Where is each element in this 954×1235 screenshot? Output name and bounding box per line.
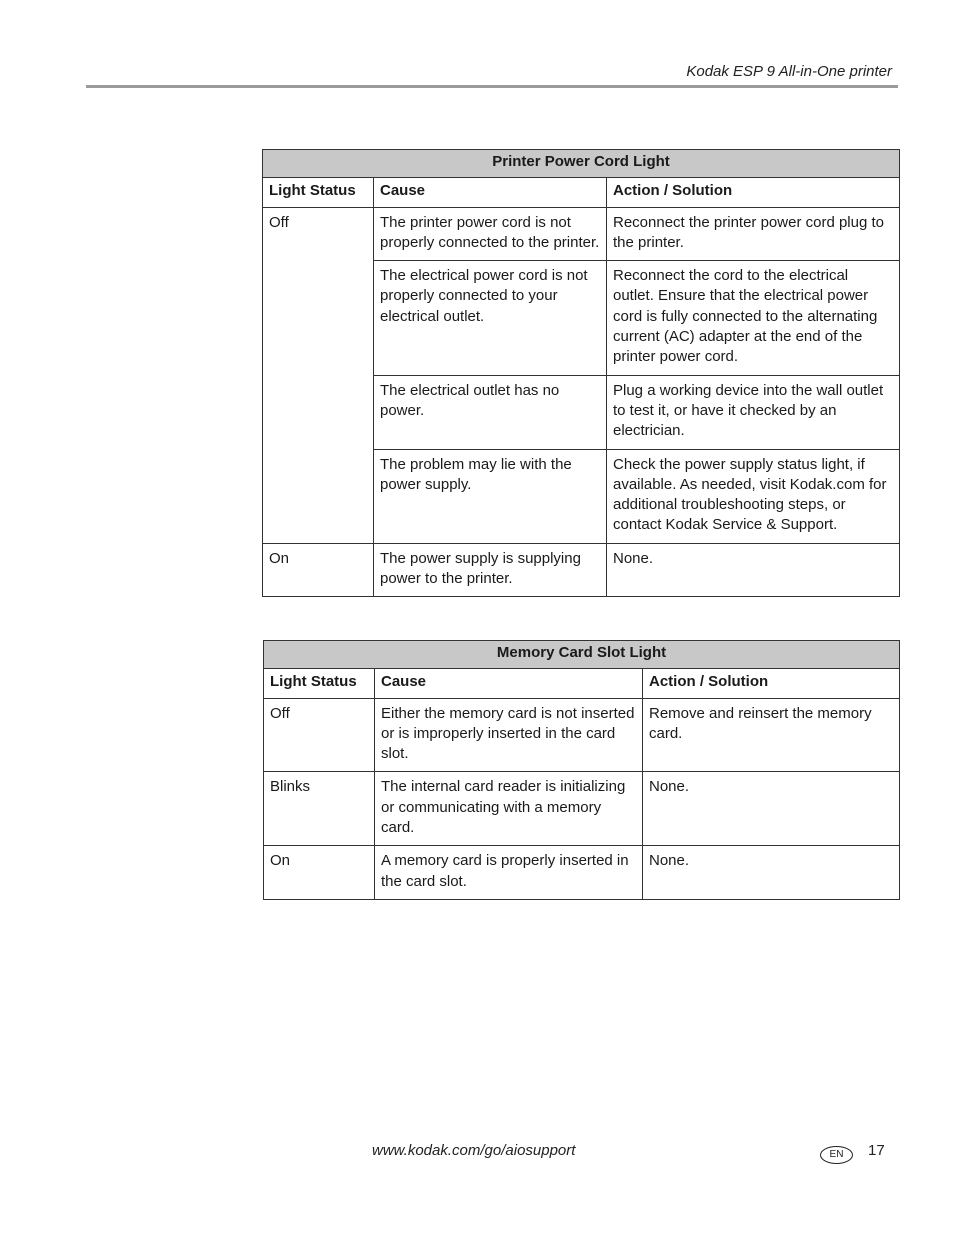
cause-cell: A memory card is properly inserted in the card slot. (375, 846, 643, 900)
column-header-action-solution: Action / Solution (607, 178, 900, 207)
page-number: 17 (868, 1142, 885, 1159)
table-title: Printer Power Cord Light (263, 150, 900, 178)
table-title-row (263, 150, 900, 178)
table-row (263, 207, 900, 261)
action-cell: None. (607, 543, 900, 597)
light-status-cell: On (264, 846, 375, 900)
table-row (264, 698, 900, 772)
cause-cell: The electrical power cord is not properly connected to your electrical outlet. (374, 261, 607, 375)
action-cell: None. (643, 846, 900, 900)
table-header-row (264, 669, 900, 698)
column-header-light-status: Light Status (263, 178, 374, 207)
cause-cell: The electrical outlet has no power. (374, 375, 607, 449)
table-row (264, 772, 900, 846)
cause-cell: The power supply is supplying power to the printer. (374, 543, 607, 597)
support-url-link[interactable]: www.kodak.com/go/aiosupport (372, 1142, 576, 1159)
column-header-action-solution: Action / Solution (643, 669, 900, 698)
running-header: Kodak ESP 9 All-in-One printer (686, 63, 892, 80)
action-cell: None. (643, 772, 900, 846)
cause-cell: The problem may lie with the power supply. (374, 449, 607, 543)
light-status-cell: Blinks (264, 772, 375, 846)
action-cell: Plug a working device into the wall outlet to test it, or have it checked by an electrician. (607, 375, 900, 449)
printer-power-cord-light-table (262, 149, 900, 597)
table-row (263, 543, 900, 597)
cause-cell: Either the memory card is not inserted or is improperly inserted in the card slot. (375, 698, 643, 772)
table-title-row (264, 641, 900, 669)
table-title: Memory Card Slot Light (264, 641, 900, 669)
column-header-cause: Cause (375, 669, 643, 698)
header-rule (86, 85, 898, 88)
light-status-cell: Off (264, 698, 375, 772)
action-cell: Check the power supply status light, if available. As needed, visit Kodak.com for additional troubleshooting steps, or contact Kodak Service & Support. (607, 449, 900, 543)
light-status-cell: On (263, 543, 374, 597)
light-status-cell: Off (263, 207, 374, 543)
action-cell: Reconnect the printer power cord plug to the printer. (607, 207, 900, 261)
cause-cell: The printer power cord is not properly connected to the printer. (374, 207, 607, 261)
table-row (264, 846, 900, 900)
column-header-cause: Cause (374, 178, 607, 207)
table-header-row (263, 178, 900, 207)
memory-card-slot-light-table (263, 640, 900, 900)
cause-cell: The internal card reader is initializing or communicating with a memory card. (375, 772, 643, 846)
language-badge: EN (820, 1146, 853, 1164)
column-header-light-status: Light Status (264, 669, 375, 698)
action-cell: Remove and reinsert the memory card. (643, 698, 900, 772)
action-cell: Reconnect the cord to the electrical outlet. Ensure that the electrical power cord is fully connected to the alternating current (AC) adapter at the end of the printer power cord. (607, 261, 900, 375)
